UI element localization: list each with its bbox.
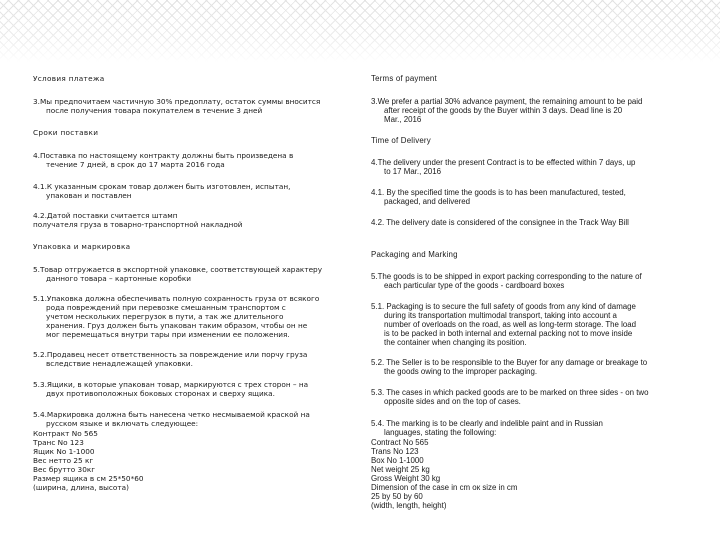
packing-heading-ru: Упаковка и маркировка (33, 242, 131, 251)
clause-5-2-en: 5.2. The Seller is to be responsible to the Buyer for any damage or breakage to the goods owing to the improper packaging. (371, 358, 648, 376)
clause-4-1-ru: 4.1.К указанным срокам товар должен быть изготовлен, испытан, упакован и поставлен (33, 182, 291, 200)
clause-5-1-ru: 5.1.Упаковка должна обеспечивать полную сохранность груза от всякого рода повреждений при перевозке смешанным транспортом с учетом нескольких перегрузок в пути, а так же длительного хранения. Груз должен быть упакован таким образом, чтобы он не мог перемещаться внутри тары при изменении ее положения. (33, 294, 320, 339)
clause-4-1-en: 4.1. By the specified time the goods is to has been manufactured, tested, packaged, and delivered (371, 188, 626, 206)
delivery-heading-en: Time of Delivery (371, 136, 431, 145)
clause-4-en: 4.The delivery under the present Contract is to be effected within 7 days, up to 17 Mar., 2016 (371, 158, 636, 176)
delivery-heading-ru: Сроки поставки (33, 128, 99, 137)
clause-4-2-ru: 4.2.Датой поставки считается штамп получателя груза в товарно-транспортной накладной (33, 211, 243, 229)
packing-heading-en: Packaging and Marking (371, 250, 458, 259)
clause-4-ru: 4.Поставка по настоящему контракту должны быть произведена в течение 7 дней, в срок до 17 марта 2016 года (33, 151, 294, 169)
clause-5-3-ru: 5.3.Ящики, в которые упакован товар, маркируются с трех сторон – на двух противоположных боковых сторонах и сверху ящика. (33, 380, 309, 398)
clause-3-ru: 3.Мы предпочитаем частичную 30% предоплату, остаток суммы вносится после получения товара покупателем в течение 3 дней (33, 97, 321, 115)
clause-5-3-en: 5.3. The cases in which packed goods are to be marked on three sides - on two opposite sides and on the top of cases. (371, 388, 649, 406)
marking-list-ru: Контракт No 565 Транс No 123 Ящик No 1-1000 Вес нетто 25 кг Вес брутто 30кг Размер ящика в см 25*50*60 (ширина, длина, высота) (33, 429, 144, 492)
payment-heading-ru: Условия платежа (33, 74, 105, 83)
clause-4-2-en: 4.2. The delivery date is considered of the consignee in the Track Way Bill (371, 218, 629, 227)
payment-heading-en: Terms of payment (371, 74, 437, 83)
clause-5-4-ru: 5.4.Маркировка должна быть нанесена четко несмываемой краской на русском языке и включать следующее: Контракт No 565 Транс No 123 Ящик No 1-1000 Вес нетто 25 кг Вес брутто 30кг Размер ящика в см 25*50*60 (ширина, длина, высота) (33, 410, 351, 492)
marking-list-en: Contract No 565 Trans No 123 Box No 1-1000 Net weight 25 kg Gross Weight 30 kg Dimension of the case in cm ок size in cm 25 by 50 by 60 (width, length, height) (371, 438, 518, 510)
clause-3-en: 3.We prefer a partial 30% advance payment, the remaining amount to be paid after receipt of the goods by the Buyer within 3 days. Dead line is 20 Mar., 2016 (371, 97, 643, 124)
clause-5-2-ru: 5.2.Продавец несет ответственность за повреждение или порчу груза вследствие ненадлежащей упаковки. (33, 350, 308, 368)
clause-5-en: 5.The goods is to be shipped in export packing corresponding to the nature of each particular type of the goods - cardboard boxes (371, 272, 642, 290)
clause-5-4-en: 5.4. The marking is to be clearly and indelible paint and in Russian languages, stating the following: Contract No 565 Trans No 123 Box No 1-1000 Net weight 25 kg Gross Weight 30 kg Dimension of the case in cm ок size in cm 25 by 50 by 60 (width, length, height) (371, 419, 689, 510)
decorative-header-pattern (0, 0, 720, 62)
clause-5-1-en: 5.1. Packaging is to secure the full safety of goods from any kind of damage during its transportation multimodal transport, taking into account a number of overloads on the road, as well as long-term storage. The load is to be packed in both internal and external packing not to move inside the container when changing its position. (371, 302, 637, 347)
clause-5-ru: 5.Товар отгружается в экспортной упаковке, соответствующей характеру данного товара – картонные коробки (33, 265, 323, 283)
